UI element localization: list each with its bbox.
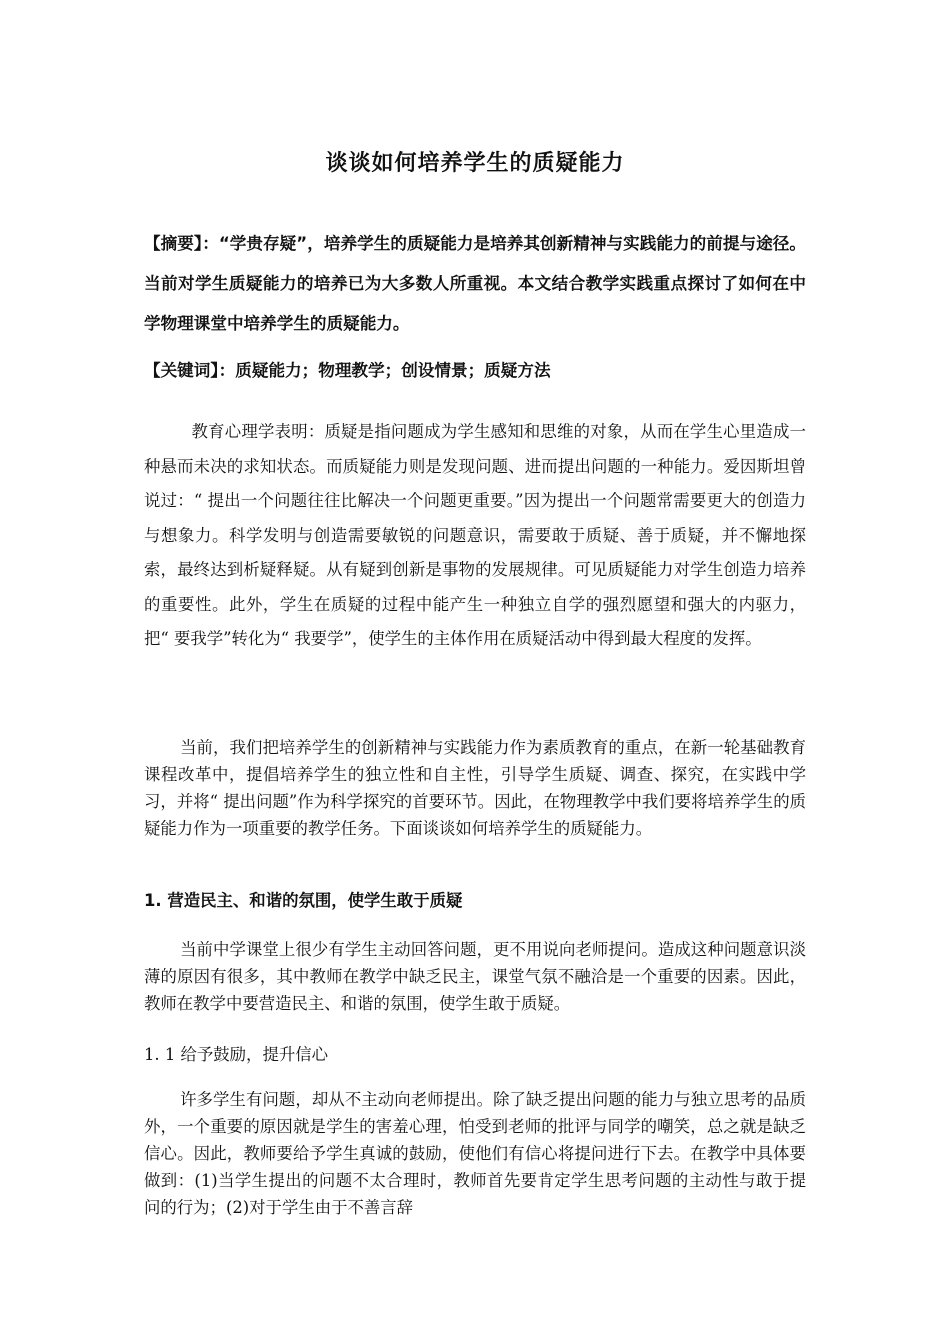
abstract-text: “学贵存疑”，培养学生的质疑能力是培养其创新精神与实践能力的前提与途径。当前对学生质疑能力的培养已为大多数人所重视。本文结合教学实践重点探讨了如何在中学物理课堂中培养学生的质疑能力。	[144, 234, 807, 333]
keywords	[144, 354, 806, 388]
body-paragraph: 教育心理学表明：质疑是指问题成为学生感知和思维的对象，从而在学生心里造成一种悬而未决的求知状态。而质疑能力则是发现问题、进而提出问题的一种能力。爱因斯坦曾说过：“ 提出一个问题往往比解决一个问题更重要。”因为提出一个问题常需要更大的创造力与想象力。科学发明与创造需要敏锐的问题意识，需要敢于质疑、善于质疑，并不懈地探索，最终达到析疑释疑。从有疑到创新是事物的发展规律。可见质疑能力对学生创造力培养的重要性。此外，学生在质疑的过程中能产生一种独立自学的强烈愿望和强大的内驱力，把“ 要我学”转化为“ 我要学”，使学生的主体作用在质疑活动中得到最大程度的发挥。	[144, 422, 806, 648]
section-heading: 1. 营造民主、和谐的氛围，使学生敢于质疑	[144, 891, 463, 910]
body-paragraph: 当前，我们把培养学生的创新精神与实践能力作为素质教育的重点，在新一轮基础教育课程改革中，提倡培养学生的独立性和自主性，引导学生质疑、调查、探究，在实践中学习，并将“ 提出问题”作为科学探究的首要环节。因此，在物理教学中我们要将培养学生的质疑能力作为一项重要的教学任务。下面谈谈如何培养学生的质疑能力。	[144, 738, 806, 838]
keywords-label: 【关键词】：	[144, 361, 236, 380]
keywords-text: 质疑能力；物理教学；创设情景；质疑方法	[235, 361, 551, 380]
subsection-paragraph: 许多学生有问题，却从不主动向老师提出。除了缺乏提出问题的能力与独立思考的品质外，一个重要的原因就是学生的害羞心理，怕受到老师的批评与同学的嘲笑，总之就是缺乏信心。因此，教师要给予学生真诚的鼓励，使他们有信心将提问进行下去。在教学中具体要做到：(1)当学生提出的问题不太合理时，教师首先要肯定学生思考问题的主动性与敢于提问的行为；(2)对于学生由于不善言辞	[144, 1090, 806, 1217]
abstract	[144, 224, 806, 344]
abstract-label: 【摘要】：	[144, 234, 219, 253]
document-title: 谈谈如何培养学生的质疑能力	[325, 151, 625, 176]
section-paragraph: 当前中学课堂上很少有学生主动回答问题，更不用说向老师提问。造成这种问题意识淡薄的原因有很多，其中教师在教学中缺乏民主，课堂气氛不融洽是一个重要的因素。因此，教师在教学中要营造民主、和谐的氛围，使学生敢于质疑。	[144, 940, 806, 1013]
subsection-heading: 1. 1 给予鼓励，提升信心	[144, 1045, 329, 1064]
